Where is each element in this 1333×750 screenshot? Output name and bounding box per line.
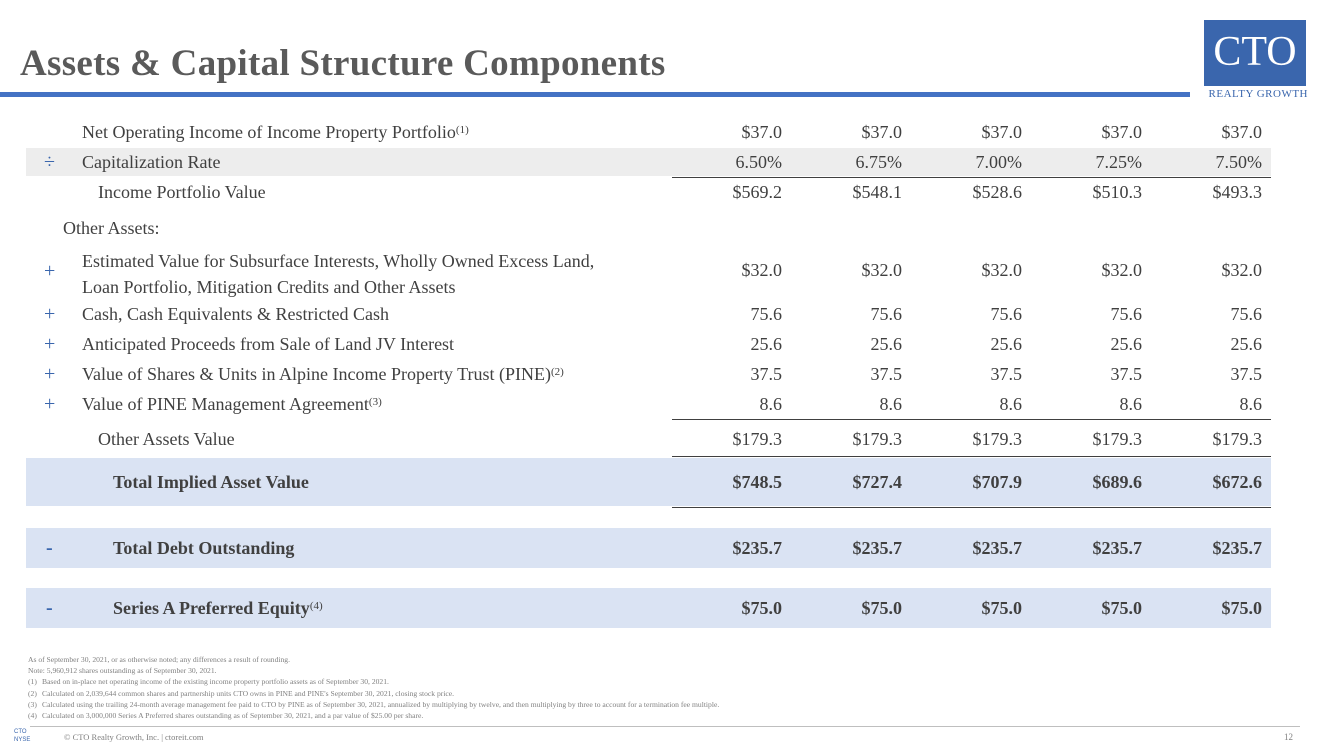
value-cell: $37.0 <box>1221 122 1262 142</box>
row-cash <box>26 300 1271 328</box>
footnote-2: (2) Calculated on 2,039,644 common shares and partnership units CTO owns in PINE and PINE's September 30, 2021, closing stock price. <box>28 688 455 698</box>
value-cell: 6.75% <box>855 152 902 172</box>
value-cell: 37.5 <box>870 364 902 384</box>
value-cell: $689.6 <box>1092 472 1142 492</box>
value-cell: 6.50% <box>735 152 782 172</box>
footnote-note: Note: 5,960,912 shares outstanding as of September 30, 2021. <box>28 666 217 676</box>
value-cell: $179.3 <box>732 429 782 449</box>
footer-mini-logo: CTO NYSE <box>14 729 31 743</box>
value-cell: $32.0 <box>1221 260 1262 280</box>
row-pine-shares <box>26 360 1271 388</box>
row-total-debt <box>26 528 1271 568</box>
value-cell: $179.3 <box>972 429 1022 449</box>
row-label: Value of PINE Management Agreement$^{(3)}$ <box>82 394 382 414</box>
row-cap-rate <box>26 148 1271 176</box>
company-logo <box>1196 20 1306 100</box>
footnote-1: (1) Based on in-place net operating income of the existing income property portfolio assets as of September 30, 2021. <box>28 677 389 687</box>
value-cell: $32.0 <box>861 260 902 280</box>
footer-copyright: © CTO Realty Growth, Inc. | ctoreit.com <box>64 732 204 742</box>
value-cell: $37.0 <box>861 122 902 142</box>
title-underline <box>0 92 1190 97</box>
row-label: Total Implied Asset Value <box>113 472 309 492</box>
sum-rule <box>672 419 1271 420</box>
row-income-portfolio-value <box>26 178 1271 206</box>
plus-icon: + <box>44 303 56 325</box>
row-label: Anticipated Proceeds from Sale of Land JV Interest <box>82 334 455 354</box>
page-title: Assets & Capital Structure Components <box>20 43 666 84</box>
row-total-implied-asset-value <box>26 458 1271 506</box>
value-cell: $235.7 <box>732 538 782 558</box>
row-label: Total Debt Outstanding <box>113 538 295 558</box>
row-other-assets-value <box>26 425 1271 453</box>
value-cell: $493.3 <box>1212 182 1262 202</box>
value-cell: 25.6 <box>1230 334 1262 354</box>
row-label: Income Portfolio Value <box>98 182 266 202</box>
plus-icon: + <box>44 260 56 282</box>
row-label: Estimated Value for Subsurface Interests, Wholly Owned Excess Land, Loan Portfolio, Mitigation Credits and Other Assets <box>82 251 595 297</box>
row-label: Other Assets Value <box>98 429 235 449</box>
value-cell: $32.0 <box>981 260 1022 280</box>
footnotes <box>28 654 719 721</box>
row-other-assets-header <box>26 214 1271 242</box>
row-label: Capitalization Rate <box>82 152 221 172</box>
value-cell: 8.6 <box>879 394 902 414</box>
value-cell: $37.0 <box>1101 122 1142 142</box>
plus-icon: + <box>44 393 56 415</box>
value-cell: 37.5 <box>1230 364 1262 384</box>
value-cell: 25.6 <box>750 334 782 354</box>
value-cell: $37.0 <box>981 122 1022 142</box>
logo-subtitle: REALTY GROWTH <box>1208 88 1308 100</box>
value-cell: $569.2 <box>732 182 782 202</box>
value-cell: $235.7 <box>972 538 1022 558</box>
value-cell: $32.0 <box>741 260 782 280</box>
value-cell: 75.6 <box>870 304 902 324</box>
value-cell: 25.6 <box>1110 334 1142 354</box>
value-cell: $707.9 <box>972 472 1022 492</box>
value-cell: 75.6 <box>750 304 782 324</box>
value-cell: 37.5 <box>990 364 1022 384</box>
value-cell: $548.1 <box>852 182 902 202</box>
value-cell: $32.0 <box>1101 260 1142 280</box>
value-cell: $179.3 <box>852 429 902 449</box>
row-subsurface <box>26 248 1271 300</box>
row-label: Net Operating Income of Income Property Portfolio$^{(1)}$ <box>82 122 469 142</box>
minus-icon: - <box>46 597 53 619</box>
value-cell: $528.6 <box>972 182 1022 202</box>
value-cell: $235.7 <box>1212 538 1262 558</box>
value-cell: 8.6 <box>1119 394 1142 414</box>
logo-text: CTO <box>1213 29 1297 75</box>
footnote-4: (4) Calculated on 3,000,000 Series A Preferred shares outstanding as of September 30, 2021, and a par value of $25.00 per share. <box>28 711 424 721</box>
value-cell: $75.0 <box>1221 598 1262 618</box>
value-cell: 7.50% <box>1215 152 1262 172</box>
footnote-3: (3) Calculated using the trailing 24-month average management fee paid to CTO by PINE as of September 30, 2021, annualized by multiplying by twelve, and then multiplying by three to account for a termination fee multiple. <box>28 699 720 709</box>
value-cell: $75.0 <box>1101 598 1142 618</box>
minus-icon: - <box>46 537 53 559</box>
row-land-jv <box>26 330 1271 358</box>
sum-rule <box>672 507 1271 508</box>
value-cell: 8.6 <box>1239 394 1262 414</box>
footer-divider <box>30 726 1300 727</box>
plus-icon: + <box>44 333 56 355</box>
value-cell: 7.25% <box>1095 152 1142 172</box>
row-label: Value of Shares & Units in Alpine Income Property Trust (PINE)$^{(2)}$ <box>82 364 564 384</box>
value-cell: $75.0 <box>861 598 902 618</box>
value-cell: 7.00% <box>975 152 1022 172</box>
row-preferred-equity <box>26 588 1271 628</box>
value-cell: 8.6 <box>999 394 1022 414</box>
value-cell: $510.3 <box>1092 182 1142 202</box>
plus-icon: + <box>44 363 56 385</box>
row-label: Series A Preferred Equity$^{(4)}$ <box>113 598 323 618</box>
value-cell: 37.5 <box>1110 364 1142 384</box>
value-cell: 25.6 <box>870 334 902 354</box>
divide-icon: ÷ <box>44 151 55 173</box>
value-cell: $75.0 <box>981 598 1022 618</box>
page-number: 12 <box>1284 732 1293 742</box>
section-label: Other Assets: <box>63 218 160 238</box>
value-cell: $37.0 <box>741 122 782 142</box>
row-noi <box>26 118 1271 146</box>
value-cell: 25.6 <box>990 334 1022 354</box>
value-cell: 75.6 <box>990 304 1022 324</box>
value-cell: 8.6 <box>759 394 782 414</box>
value-cell: $235.7 <box>852 538 902 558</box>
value-cell: $179.3 <box>1092 429 1142 449</box>
value-cell: $748.5 <box>732 472 782 492</box>
footnote-intro: As of September 30, 2021, or as otherwise noted; any differences a result of rounding. <box>28 655 290 664</box>
value-cell: $235.7 <box>1092 538 1142 558</box>
value-cell: 75.6 <box>1110 304 1142 324</box>
row-label: Cash, Cash Equivalents & Restricted Cash <box>82 304 389 324</box>
value-cell: $179.3 <box>1212 429 1262 449</box>
sum-rule <box>672 456 1271 457</box>
value-cell: $75.0 <box>741 598 782 618</box>
row-pine-management <box>26 390 1271 418</box>
value-cell: $672.6 <box>1212 472 1262 492</box>
value-cell: 37.5 <box>750 364 782 384</box>
value-cell: 75.6 <box>1230 304 1262 324</box>
value-cell: $727.4 <box>852 472 902 492</box>
